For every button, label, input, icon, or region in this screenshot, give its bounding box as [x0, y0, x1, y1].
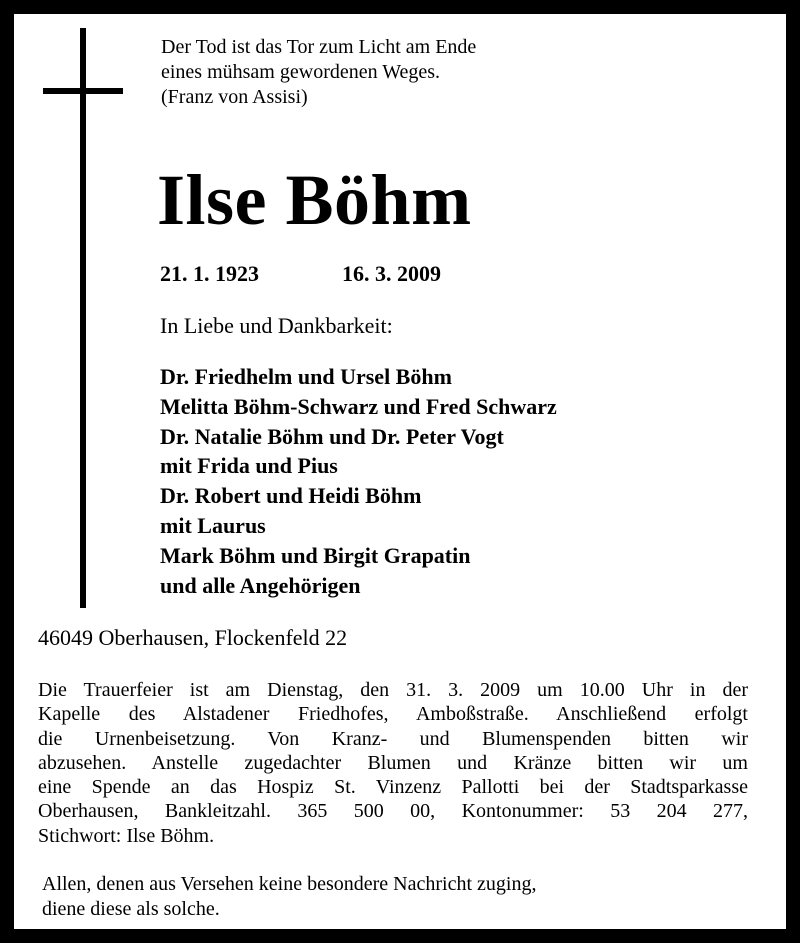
- ceremony-line: Kapelle des Alstadener Friedhofes, Amboßstraße. Anschließend erfolgt: [38, 703, 748, 726]
- ceremony-line: Stichwort: Ilse Böhm.: [38, 824, 215, 847]
- deceased-name: Ilse Böhm: [157, 160, 472, 240]
- family-address: 46049 Oberhausen, Flockenfeld 22: [38, 625, 348, 650]
- quote-attribution: (Franz von Assisi): [161, 86, 308, 108]
- ceremony-line: eine Spende an das Hospiz St. Vinzenz Pallotti bei der Stadtsparkasse: [38, 776, 748, 799]
- ceremony-line: die Urnenbeisetzung. Von Kranz- und Blumenspenden bitten wir: [38, 727, 748, 750]
- mourner-line: Melitta Böhm-Schwarz und Fred Schwarz: [160, 393, 557, 419]
- mourner-line: mit Laurus: [160, 512, 266, 538]
- mourner-line: mit Frida und Pius: [160, 453, 338, 479]
- cross-horizontal-bar: [43, 88, 123, 94]
- closing-line: diene diese als solche.: [42, 897, 220, 920]
- ceremony-line: Die Trauerfeier ist am Dienstag, den 31. 3. 2009 um 10.00 Uhr in der: [38, 679, 748, 701]
- life-dates: [160, 260, 441, 288]
- cross-vertical-bar: [80, 28, 86, 608]
- ceremony-line: Oberhausen, Bankleitzahl. 365 500 00, Kontonummer: 53 204 277,: [38, 800, 748, 823]
- birth-date: 21. 1. 1923: [160, 261, 259, 286]
- quote-block: [161, 35, 476, 110]
- closing-line: Allen, denen aus Versehen keine besondere Nachricht zuging,: [42, 873, 537, 895]
- mourners-list: [160, 362, 557, 600]
- mourner-line: Mark Böhm und Birgit Grapatin: [160, 542, 471, 568]
- death-date: 16. 3. 2009: [342, 261, 441, 286]
- closing-note: [42, 872, 536, 921]
- ceremony-paragraph: [38, 678, 748, 848]
- quote-line: eines mühsam gewordenen Weges.: [161, 61, 441, 83]
- obituary-notice: [14, 14, 786, 929]
- mourner-line: Dr. Friedhelm und Ursel Böhm: [160, 364, 452, 389]
- mourner-line: Dr. Natalie Böhm und Dr. Peter Vogt: [160, 423, 504, 449]
- ceremony-line: abzusehen. Anstelle zugedachter Blumen und Kränze bitten wir um: [38, 751, 748, 774]
- mourner-line: und alle Angehörigen: [160, 572, 361, 598]
- thanks-line: In Liebe und Dankbarkeit:: [160, 313, 393, 338]
- mourner-line: Dr. Robert und Heidi Böhm: [160, 483, 422, 509]
- quote-line: Der Tod ist das Tor zum Licht am Ende: [161, 36, 477, 58]
